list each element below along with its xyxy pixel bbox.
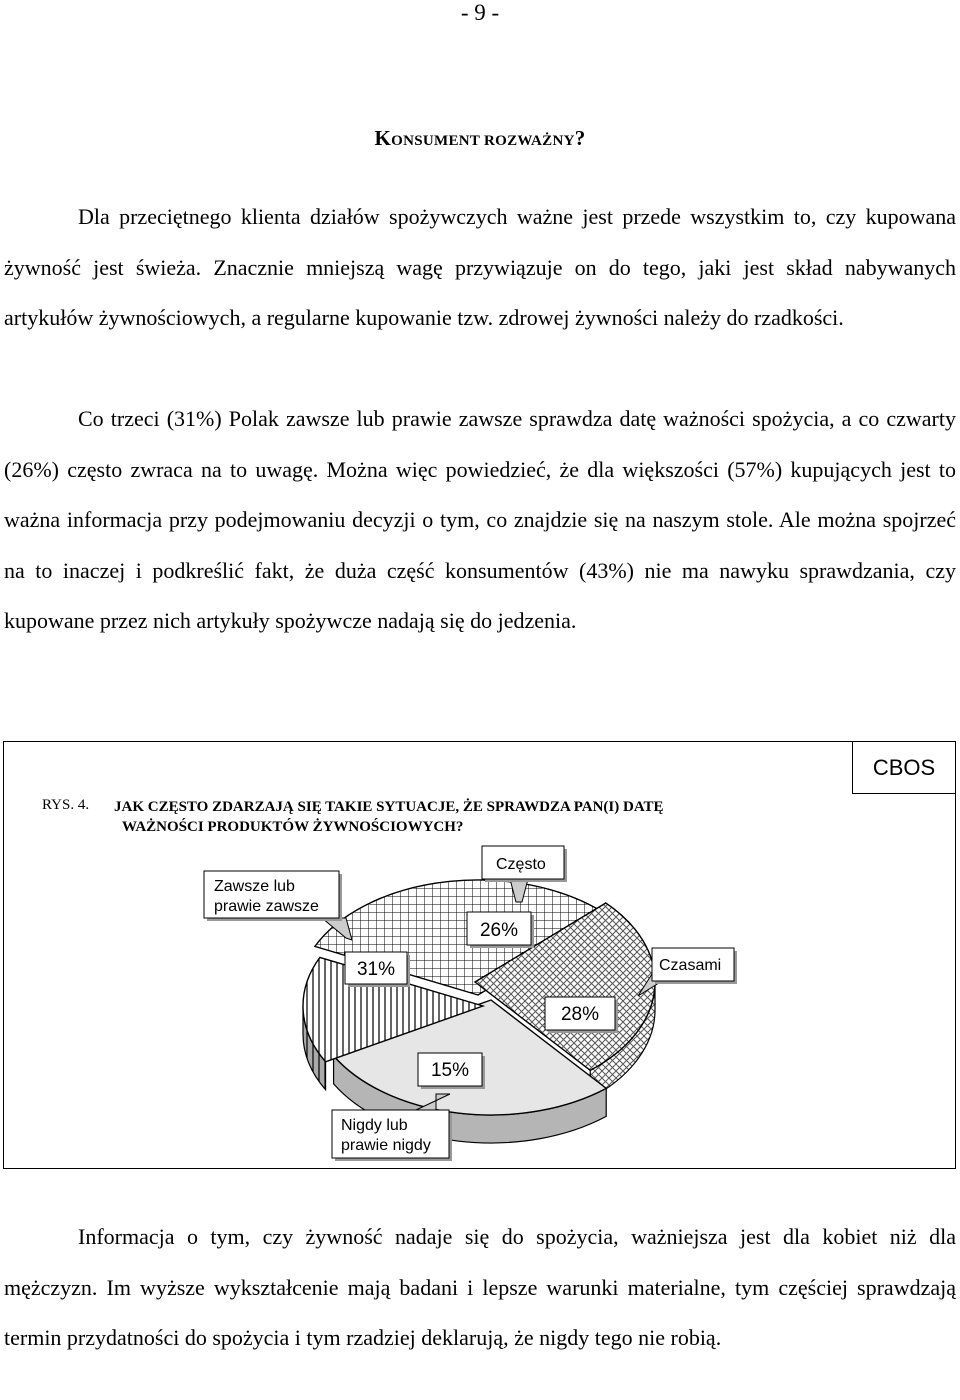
title-end: ? — [574, 126, 586, 150]
data-label-always: 31% — [356, 959, 396, 980]
slice-label-never: Nigdy lub — [341, 1117, 408, 1134]
page-number: - 9 - — [460, 0, 500, 25]
figure-question-line-2: WAŻNOŚCI PRODUKTÓW ŻYWNOŚCIOWYCH? — [122, 819, 464, 835]
slice-label-always: Zawsze lub — [214, 878, 295, 895]
paragraph-1-text: Dla przeciętnego klienta działów spożywczych ważne jest przede wszystkim to, czy kupowana żywność jest świeża. Znacznie mniejszą wagę przywiązuje on do tego, jaki jest skład nabywanych artykułów żywnościowych, a regularne kupowanie tzw. zdrowej żywności należy do rzadkości. — [4, 204, 956, 330]
paragraph-3-text: Informacja o tym, czy żywność nadaje się do spożycia, ważniejsza jest dla kobiet niż dla mężczyzn. Im wyższe wykształcenie mają badani i lepsze warunki materialne, tym częściej sprawdzają termin przydatności do spożycia i tym rzadziej deklarują, że nigdy tego nie robią. — [4, 1224, 956, 1350]
slice-label-always: prawie zawsze — [214, 898, 319, 915]
slice-label-sometimes: Czasami — [659, 957, 722, 974]
data-label-often: 26% — [479, 920, 519, 941]
figure-label: RYS. 4. — [42, 797, 90, 813]
data-label-never: 15% — [430, 1060, 470, 1081]
source-badge: CBOS — [852, 741, 956, 794]
data-label-sometimes: 28% — [560, 1004, 600, 1025]
paragraph-3 — [4, 1212, 956, 1364]
title-part-1: ONSUMENT — [391, 133, 484, 149]
paragraph-2-text: Co trzeci (31%) Polak zawsze lub prawie zawsze sprawdza datę ważności spożycia, a co czwarty (26%) często zwraca na to uwagę. Można więc powiedzieć, że dla większości (57%) kupujących jest to ważna informacja przy podejmowaniu decyzji o tym, co znajdzie się na naszym stole. Ale można spojrzeć na to inaczej i podkreślić fakt, że duża część konsumentów (43%) nie ma nawyku sprawdzania, czy kupowane przez nich artykuły spożywcze nadają się do jedzenia. — [4, 406, 956, 633]
figure-question-line-1: JAK CZĘSTO ZDARZAJĄ SIĘ TAKIE SYTUACJE, ŻE SPRAWDZA PAN(I) DATĘ — [114, 799, 664, 815]
slice-label-never: prawie nigdy — [341, 1137, 431, 1154]
title-initial-k: K — [374, 126, 392, 150]
slice-label-often: Często — [496, 856, 546, 873]
title-part-2: ROZWAŻNY — [483, 133, 575, 149]
